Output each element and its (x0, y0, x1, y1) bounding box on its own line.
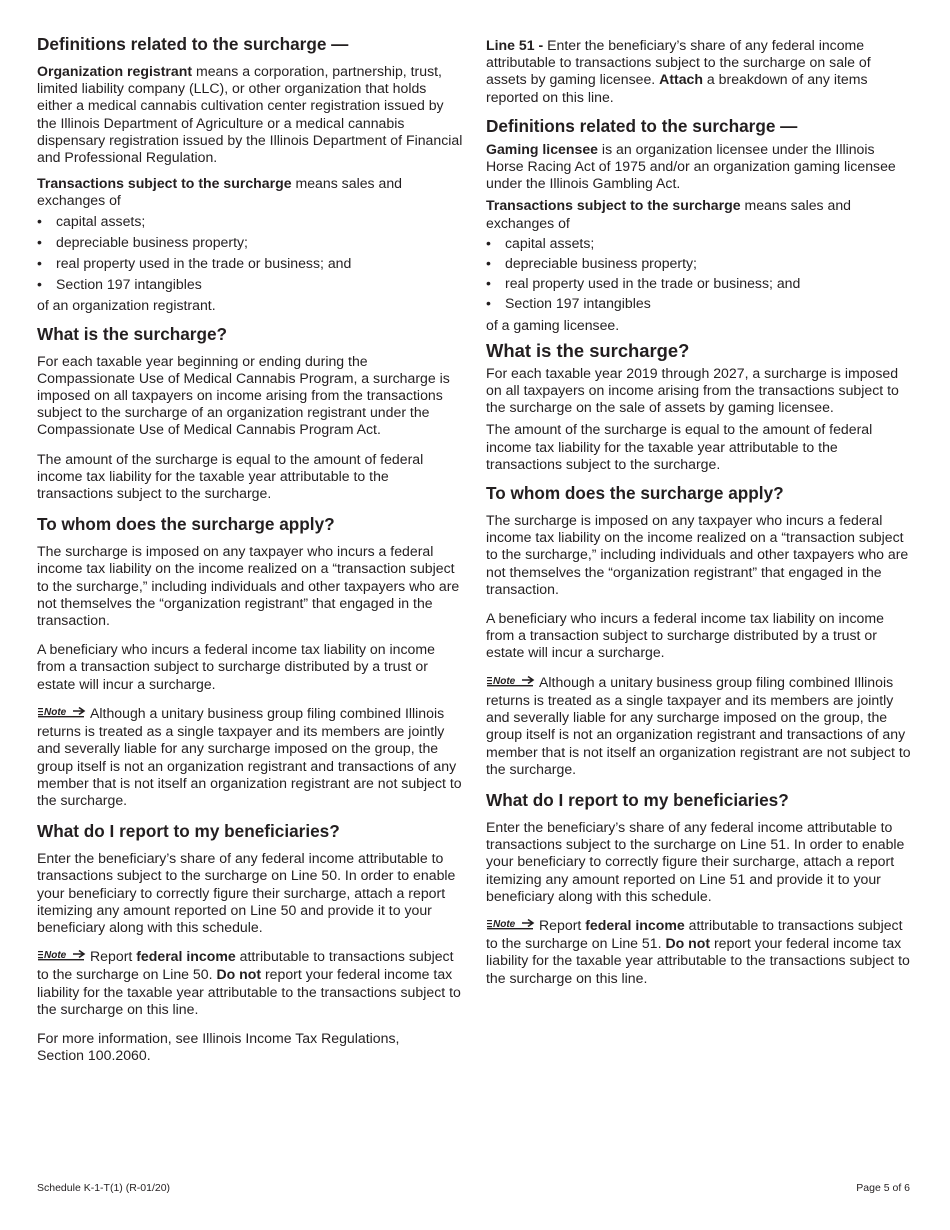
note-icon (37, 948, 87, 966)
transactions-list (37, 213, 465, 294)
org-registrant-term: Organization registrant (37, 63, 193, 79)
transactions-definition (486, 197, 914, 231)
note-2-text: Report (539, 916, 586, 933)
note-2-text: attributable to transactions subject to the surcharge on Line 50. (37, 948, 454, 983)
note-1-text: Although a unitary business group filing combined Illinois returns is treated as a single taxpayer and its members are jointly and severally liable for any surcharge imposed on the group, the group itself is not an organization registrant and transactions of any member that is not itself an organization registrant are not subject to the surcharge. (486, 673, 911, 777)
transactions-list (486, 235, 914, 313)
list-item: • Section 197 intangibles (486, 295, 914, 312)
line-51-text: Enter the beneficiary’s share of any federal income attributable to transactions subject to the surcharge on sale of assets by gaming licensee. (486, 37, 871, 88)
note-2-emphasis: federal income (136, 948, 236, 965)
line-51-text: a breakdown of any items reported on this line. (486, 71, 868, 105)
more-info (37, 1030, 465, 1064)
note-1-text: Although a unitary business group filing combined Illinois returns is treated as a single taxpayer and its members are jointly and severally liable for any surcharge imposed on the group, the group itself is not an organization registrant and transactions of any member that is not itself an organization registrant are not subject to the surcharge. (37, 704, 462, 808)
transactions-definition (37, 175, 465, 209)
list-item: • depreciable business property; (486, 255, 914, 272)
definitions-heading: Definitions related to the surcharge — (37, 34, 349, 54)
transactions-term: Transactions subject to the surcharge (486, 197, 741, 214)
bullets-tail: of a gaming licensee. (486, 316, 620, 333)
note-icon-label: Note (44, 950, 67, 962)
gaming-licensee-definition (486, 141, 914, 193)
line-51-attach: Attach (659, 71, 703, 88)
list-item: • Section 197 intangibles (37, 276, 465, 293)
bullets-tail: of an organization registrant. (37, 297, 216, 314)
note-paragraph-1 (37, 705, 465, 809)
to-whom-heading: To whom does the surcharge apply? (37, 514, 335, 535)
transactions-text: means sales and exchanges of (37, 175, 403, 209)
what-paragraph-2: The amount of the surcharge is equal to the amount of federal income tax liability for the taxable year attributable to the transactions subject to the surcharge. (486, 421, 873, 472)
note-paragraph-2 (37, 948, 465, 1018)
whom-paragraph-2: A beneficiary who incurs a federal income tax liability on income from a transaction subject to surcharge distributed by a trust or estate will incur a surcharge. (486, 610, 884, 661)
whom-paragraph-1: The surcharge is imposed on any taxpayer who incurs a federal income tax liability on the income realized on a “transaction subject to the surcharge,” including individuals and other taxpayers who are not themselves the “organization registrant” that engaged in the transaction. (37, 543, 460, 629)
line-51-instructions (486, 37, 914, 106)
note-icon-label: Note (44, 706, 67, 718)
more-info-line-2: Section 100.2060. (37, 1047, 151, 1064)
list-item: • capital assets; (37, 213, 465, 230)
line-51-term: Line 51 - (486, 37, 544, 53)
list-item: • real property used in the trade or business; and (486, 275, 914, 292)
org-registrant-text: means a corporation, partnership, trust, limited liability company (LLC), or other organization that holds either a medical cannabis cultivation center registration issued by the Illinois Department of Agriculture or a medical cannabis dispensary registration issued by the Illinois Department of Financial and Professional Regulation. (37, 63, 463, 166)
report-heading: What do I report to my beneficiaries? (37, 821, 340, 842)
note-paragraph-1 (486, 674, 914, 778)
report-paragraph: Enter the beneficiary’s share of any federal income attributable to transactions subject to the surcharge on Line 50. In order to enable your beneficiary to correctly figure their surcharge, attach a report itemizing any amount reported on Line 50 and provide it to your beneficiary along with this schedule. (37, 850, 456, 935)
what-paragraph-1: For each taxable year beginning or ending during the Compassionate Use of Medical Cannabis Program, a surcharge is imposed on all taxpayers on income arising from the transactions subject to the surcharge of an organization registrant under the Compassionate Use of Medical Cannabis Program Act. (37, 352, 450, 438)
whom-paragraph-1: The surcharge is imposed on any taxpayer who incurs a federal income tax liability on the income realized on a “transaction subject to the surcharge,” including individuals and other taxpayers who are not themselves the “organization registrant” that engaged in the transaction. (486, 512, 909, 597)
transactions-term: Transactions subject to the surcharge (37, 175, 292, 192)
left-column (37, 34, 465, 1073)
form-id-footer: Schedule K-1-T(1) (R-01/20) (37, 1182, 171, 1194)
note-icon (486, 917, 536, 935)
org-registrant-definition (37, 63, 465, 166)
note-icon (486, 674, 536, 692)
what-paragraph-2: The amount of the surcharge is equal to the amount of federal income tax liability for the taxable year attributable to the transactions subject to the surcharge. (37, 450, 424, 502)
note-paragraph-2 (486, 917, 914, 987)
note-2-text: report your federal income tax liability for the taxable year attributable to the transactions subject to the surcharge on this line. (486, 935, 910, 986)
note-2-emphasis: federal income (585, 916, 685, 933)
list-item: • capital assets; (486, 235, 914, 252)
list-item: • real property used in the trade or business; and (37, 255, 465, 272)
list-item: • depreciable business property; (37, 234, 465, 251)
right-column (486, 37, 914, 996)
definitions-heading: Definitions related to the surcharge — (486, 115, 798, 136)
page-number-footer: Page 5 of 6 (856, 1182, 910, 1194)
note-2-text: attributable to transactions subject to the surcharge on Line 51. (486, 916, 903, 952)
note-2-text: Report (90, 948, 137, 965)
note-2-text: report your federal income tax liability for the taxable year attributable to the transactions subject to the surcharge on this line. (37, 966, 461, 1017)
note-icon (37, 705, 87, 723)
report-heading: What do I report to my beneficiaries? (486, 789, 789, 810)
note-2-do-not: Do not (665, 935, 711, 952)
more-info-line-1: For more information, see Illinois Income Tax Regulations, (37, 1029, 400, 1046)
what-is-surcharge-heading: What is the surcharge? (37, 323, 228, 344)
report-paragraph: Enter the beneficiary’s share of any federal income attributable to transactions subject to the surcharge on Line 51. In order to enable your beneficiary to correctly figure their surcharge, attach a report itemizing any amount reported on Line 51 and provide it to your beneficiary along with this schedule. (486, 818, 905, 904)
transactions-text: means sales and exchanges of (486, 197, 852, 231)
note-icon-label: Note (493, 675, 516, 687)
gaming-licensee-text: is an organization licensee under the Illinois Horse Racing Act of 1975 and/or an organization gaming licensee under the Illinois Gambling Act. (486, 140, 896, 192)
whom-paragraph-2: A beneficiary who incurs a federal income tax liability on income from a transaction subject to surcharge distributed by a trust or estate will incur a surcharge. (37, 641, 435, 692)
what-paragraph-1: For each taxable year 2019 through 2027, a surcharge is imposed on all taxpayers on income arising from the transactions subject to the surcharge on the sale of assets by gaming licensee. (486, 364, 899, 416)
note-2-do-not: Do not (216, 966, 262, 983)
to-whom-heading: To whom does the surcharge apply? (486, 483, 784, 504)
note-icon-label: Note (493, 918, 516, 930)
what-is-surcharge-heading: What is the surcharge? (486, 339, 690, 361)
gaming-licensee-term: Gaming licensee (486, 140, 599, 157)
